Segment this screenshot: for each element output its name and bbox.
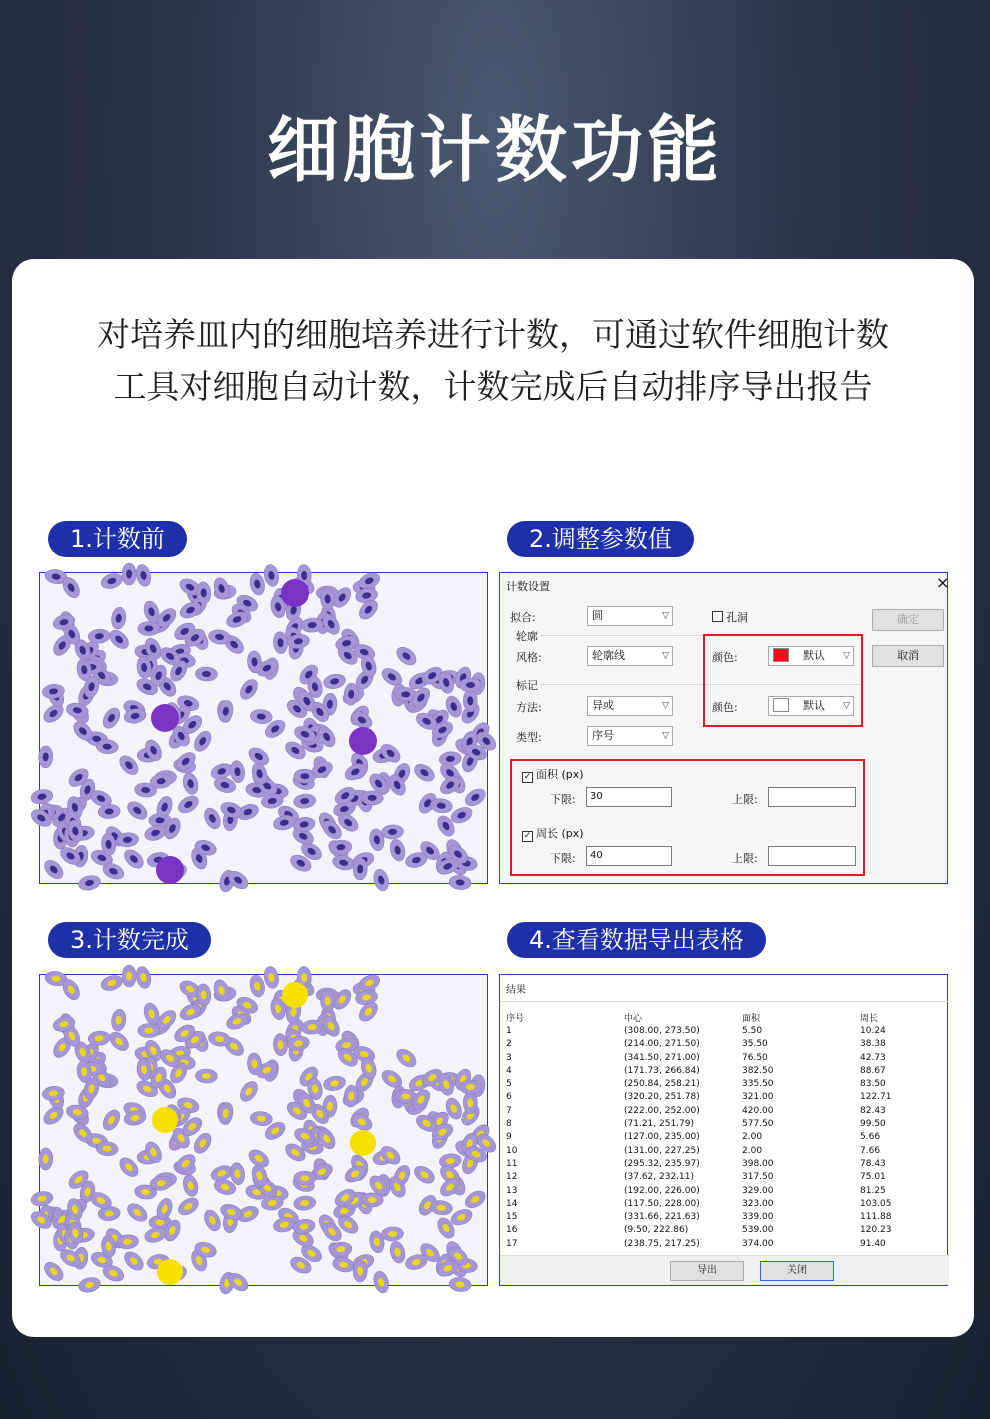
table-cell: 82.43: [860, 1105, 886, 1116]
table-cell: (117.50, 228.00): [624, 1198, 700, 1209]
table-cell: 16: [506, 1225, 518, 1236]
perimeter-checkbox[interactable]: [522, 825, 584, 842]
cell: [262, 563, 280, 587]
cell: [381, 824, 404, 839]
table-row[interactable]: [506, 1077, 936, 1090]
large-cell: [281, 579, 309, 607]
intro-line-1: 对培养皿内的细胞培养进行计数，可通过软件细胞计数: [97, 315, 889, 354]
table-cell: 81.25: [860, 1185, 886, 1196]
table-cell: 8: [506, 1119, 512, 1130]
mark-group-label: 标记: [516, 679, 538, 692]
cell: [294, 769, 316, 783]
cells-before-image: [39, 572, 488, 884]
table-cell: (308.00, 273.50): [624, 1025, 700, 1036]
cells-before-svg: [40, 573, 489, 885]
style-label: 风格:: [516, 651, 542, 664]
table-cell: 317.50: [742, 1172, 774, 1183]
cell: [462, 786, 488, 810]
cell: [459, 678, 481, 692]
table-cell: (131.00, 227.25): [624, 1145, 700, 1156]
cell: [77, 1276, 102, 1295]
table-cell: (214.00, 271.50): [624, 1039, 700, 1050]
cell: [38, 1148, 53, 1170]
fit-label: 拟合:: [510, 611, 536, 624]
table-cell: (37.62, 232.11): [624, 1172, 695, 1183]
chevron-down-icon: ▽: [843, 701, 850, 711]
area-upper-input[interactable]: [768, 787, 856, 807]
table-cell: 122.71: [860, 1092, 892, 1103]
table-row[interactable]: [506, 1131, 936, 1144]
chevron-down-icon: ▽: [662, 651, 669, 661]
cell: [138, 1023, 160, 1037]
table-cell: 42.73: [860, 1052, 886, 1063]
cell: [38, 746, 53, 768]
cell: [134, 965, 153, 990]
table-cell: 321.00: [742, 1092, 774, 1103]
cell: [293, 793, 317, 810]
cell: [459, 1080, 481, 1094]
table-row[interactable]: [506, 1104, 936, 1117]
table-cell: 15: [506, 1212, 518, 1223]
cell: [122, 965, 136, 987]
table-row[interactable]: [506, 1197, 936, 1210]
cell: [134, 563, 153, 588]
cell: [99, 973, 124, 993]
content-card: [12, 259, 974, 1337]
checkbox-checked-icon: ✓: [523, 772, 532, 782]
table-cell: 78.43: [860, 1158, 886, 1169]
cell: [181, 1173, 200, 1198]
table-row[interactable]: [506, 1210, 936, 1223]
type-label: 类型:: [516, 731, 542, 744]
cell: [411, 761, 437, 785]
table-cell: 120.23: [860, 1225, 892, 1236]
cell: [175, 793, 201, 817]
dialog-close-icon[interactable]: ×: [936, 573, 950, 592]
style-select[interactable]: [587, 646, 673, 666]
large-cell: [282, 982, 308, 1008]
method-label: 方法:: [516, 701, 542, 714]
cell: [250, 1110, 274, 1127]
cell: [322, 672, 346, 690]
results-footer: [500, 1255, 949, 1285]
table-cell: 38.38: [860, 1039, 886, 1050]
table-cell: 539.00: [742, 1225, 774, 1236]
cell: [30, 788, 54, 806]
table-cell: 7.66: [860, 1145, 881, 1156]
results-title: 结果: [506, 985, 526, 996]
cell: [294, 1171, 316, 1185]
export-button[interactable]: 导出: [670, 1261, 744, 1281]
table-cell: 111.88: [860, 1212, 892, 1223]
table-cell: 88.67: [860, 1065, 886, 1076]
fit-select[interactable]: [587, 606, 673, 626]
table-cell: 6: [506, 1092, 512, 1103]
table-cell: 17: [506, 1238, 518, 1249]
cell: [195, 1069, 217, 1084]
method-select[interactable]: [587, 696, 673, 716]
table-cell: 2.00: [742, 1145, 763, 1156]
table-cell: (192.00, 226.00): [624, 1185, 700, 1196]
table-cell: 75.01: [860, 1172, 886, 1183]
cell: [229, 1162, 246, 1186]
cell: [41, 1259, 66, 1284]
table-row[interactable]: [506, 1144, 936, 1157]
table-cell: 10.24: [860, 1025, 886, 1036]
table-row[interactable]: [506, 1064, 936, 1077]
intro-text: [42, 309, 944, 413]
table-cell: (320.20, 251.78): [624, 1092, 700, 1103]
table-row[interactable]: [506, 1038, 936, 1051]
count-settings-dialog: [499, 572, 948, 884]
table-cell: 2.00: [742, 1132, 763, 1143]
table-row[interactable]: [506, 1157, 936, 1170]
table-cell: (127.00, 235.00): [624, 1132, 700, 1143]
cell: [411, 1163, 437, 1187]
table-row[interactable]: [506, 1224, 936, 1237]
cell: [121, 1248, 147, 1273]
table-cell: 4: [506, 1065, 512, 1076]
color-highlight-box: [703, 634, 863, 727]
cell: [77, 874, 102, 893]
cell: [106, 1029, 132, 1054]
cell: [30, 1190, 54, 1208]
cell: [448, 1276, 471, 1292]
large-cell: [157, 1259, 183, 1285]
large-cell: [349, 727, 377, 755]
table-cell: 1: [506, 1025, 512, 1036]
checkbox-icon: [712, 611, 723, 622]
table-cell: 76.50: [742, 1052, 768, 1063]
cell: [110, 606, 127, 630]
column-header[interactable]: 序号: [506, 1014, 525, 1025]
table-cell: 35.50: [742, 1039, 768, 1050]
cell: [381, 1226, 404, 1241]
cell: [248, 572, 267, 597]
cell: [229, 760, 246, 784]
cell: [388, 838, 407, 863]
area-lower-input[interactable]: 30: [586, 787, 672, 807]
table-cell: (250.84, 258.21): [624, 1079, 700, 1090]
cell: [195, 667, 217, 682]
table-cell: 382.50: [742, 1065, 774, 1076]
step2-pill: 2.调整参数值: [507, 521, 694, 557]
cell: [110, 1008, 127, 1032]
table-cell: (171.73, 266.84): [624, 1065, 700, 1076]
results-window: [499, 974, 948, 1286]
close-button[interactable]: 关闭: [760, 1261, 834, 1281]
table-row[interactable]: [506, 1117, 936, 1130]
table-cell: (238.75, 217.25): [624, 1238, 700, 1249]
table-cell: 5: [506, 1079, 512, 1090]
cell: [41, 857, 66, 882]
cell: [121, 846, 147, 871]
type-value: 序号: [592, 729, 614, 742]
checkbox-checked-icon: ✓: [523, 831, 532, 841]
table-cell: 398.00: [742, 1158, 774, 1169]
table-cell: 5.50: [742, 1025, 763, 1036]
dialog-title: 计数设置: [506, 580, 550, 593]
cell: [175, 1195, 201, 1219]
hole-label: 孔洞: [726, 611, 748, 624]
table-cell: 5.66: [860, 1132, 881, 1143]
table-cell: 11: [506, 1158, 518, 1169]
type-select[interactable]: [587, 726, 673, 746]
table-cell: 83.50: [860, 1079, 886, 1090]
table-cell: 3: [506, 1052, 512, 1063]
cell: [448, 874, 471, 890]
table-cell: (295.32, 235.97): [624, 1158, 700, 1169]
area-upper-label: 上限:: [732, 793, 758, 806]
chevron-down-icon: ▽: [662, 701, 669, 711]
table-cell: (331.66, 221.63): [624, 1212, 700, 1223]
cell: [371, 868, 391, 893]
cell: [322, 1074, 346, 1092]
step1-pill: 1.计数前: [48, 521, 187, 557]
table-cell: 14: [506, 1198, 518, 1209]
cell: [262, 965, 280, 989]
chevron-down-icon: ▽: [662, 731, 669, 741]
table-cell: 2: [506, 1039, 512, 1050]
cell: [106, 627, 132, 652]
cell: [248, 974, 267, 999]
table-cell: 12: [506, 1172, 518, 1183]
large-cell: [350, 1130, 376, 1156]
table-cell: 10: [506, 1145, 518, 1156]
table-cell: 577.50: [742, 1119, 774, 1130]
cell: [331, 853, 356, 872]
cell: [124, 798, 150, 823]
cells-after-svg: [40, 975, 489, 1287]
method-value: 异或: [592, 699, 614, 712]
cell: [393, 1046, 419, 1071]
cells-after-image: [39, 974, 488, 1286]
table-cell: 323.00: [742, 1198, 774, 1209]
results-body: [506, 1024, 936, 1250]
table-cell: (9.50, 222.86): [624, 1225, 689, 1236]
cell: [331, 1255, 356, 1274]
cell: [371, 1270, 391, 1295]
table-cell: 13: [506, 1185, 518, 1196]
cell: [237, 1078, 261, 1104]
table-cell: 329.00: [742, 1185, 774, 1196]
table-cell: 339.00: [742, 1212, 774, 1223]
results-header-row: [506, 1011, 936, 1024]
table-row[interactable]: [506, 1091, 936, 1104]
contour-group-label: 轮廓: [516, 630, 538, 643]
results-table: [506, 1011, 936, 1250]
table-cell: (222.00, 252.00): [624, 1105, 700, 1116]
fit-value: 圆: [592, 609, 603, 622]
large-cell: [151, 704, 179, 732]
area-lower-label: 下限:: [550, 793, 576, 806]
cell: [250, 708, 274, 725]
color-value-1: 默认: [803, 649, 825, 662]
perimeter-label: 周长 (px): [536, 827, 584, 840]
style-value: 轮廓线: [592, 649, 625, 662]
table-cell: 91.40: [860, 1238, 886, 1249]
step3-pill: 3.计数完成: [48, 922, 211, 958]
column-header[interactable]: 中心: [624, 1014, 643, 1025]
table-cell: 335.50: [742, 1079, 774, 1090]
perimeter-lower-input[interactable]: 40: [586, 846, 672, 866]
cell: [201, 1207, 223, 1233]
cell: [99, 571, 124, 591]
cell: [237, 676, 261, 702]
area-checkbox[interactable]: [522, 766, 584, 783]
table-cell: (341.50, 271.00): [624, 1052, 700, 1063]
table-cell: 9: [506, 1132, 512, 1143]
table-cell: 99.50: [860, 1119, 886, 1130]
column-header[interactable]: 面积: [742, 1014, 761, 1025]
table-row[interactable]: [506, 1237, 936, 1250]
table-cell: 374.00: [742, 1238, 774, 1249]
column-header[interactable]: 周长: [860, 1014, 879, 1025]
table-row[interactable]: [506, 1051, 936, 1064]
chevron-down-icon: ▽: [843, 651, 850, 661]
cell: [181, 771, 200, 796]
table-cell: 103.05: [860, 1198, 892, 1209]
cell: [449, 804, 475, 825]
cell: [388, 1240, 407, 1265]
chevron-down-icon: ▽: [662, 611, 669, 621]
cell: [201, 805, 223, 831]
cell: [122, 563, 136, 585]
cancel-button[interactable]: 取消: [872, 645, 944, 667]
cell: [293, 1195, 317, 1212]
color-label-1: 颜色:: [712, 651, 738, 664]
large-cell: [152, 1107, 178, 1133]
perimeter-upper-label: 上限:: [732, 852, 758, 865]
area-label: 面积 (px): [536, 768, 584, 781]
large-cell: [156, 856, 184, 884]
hole-checkbox[interactable]: [712, 609, 748, 625]
table-cell: 7: [506, 1105, 512, 1116]
table-cell: 420.00: [742, 1105, 774, 1116]
color-value-2: 默认: [803, 699, 825, 712]
table-row[interactable]: [506, 1184, 936, 1197]
cell: [100, 1107, 123, 1133]
cell: [393, 644, 419, 669]
results-divider: [500, 1001, 949, 1002]
cell: [449, 1206, 475, 1227]
page-title: 细胞计数功能: [266, 108, 723, 192]
color-label-2: 颜色:: [712, 701, 738, 714]
cell: [124, 1200, 150, 1225]
step4-pill: 4.查看数据导出表格: [507, 922, 766, 958]
cell: [100, 705, 123, 731]
table-row[interactable]: [506, 1171, 936, 1184]
perimeter-lower-label: 下限:: [550, 852, 576, 865]
perimeter-upper-input[interactable]: [768, 846, 856, 866]
cell: [138, 621, 160, 635]
cell: [462, 1188, 488, 1212]
intro-line-2: 工具对细胞自动计数，计数完成后自动排序导出报告: [113, 367, 873, 406]
table-cell: (71.21, 251.79): [624, 1119, 695, 1130]
table-row[interactable]: [506, 1024, 936, 1037]
ok-button[interactable]: 确定: [872, 609, 944, 631]
